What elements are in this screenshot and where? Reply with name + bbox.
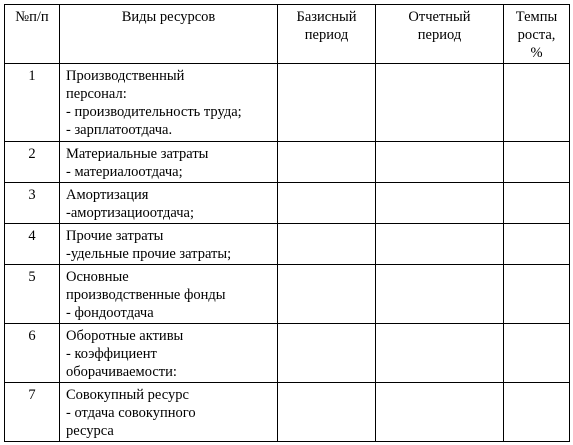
base-period-cell[interactable] [278, 383, 376, 442]
resource-text-line: -удельные прочие затраты; [66, 246, 232, 262]
report-period-cell[interactable] [376, 64, 504, 142]
growth-rate-cell[interactable] [504, 265, 570, 324]
table-header-row [5, 5, 570, 64]
resource-text-line: Амортизация [66, 187, 149, 203]
growth-rate-cell[interactable] [504, 383, 570, 442]
growth-rate-cell[interactable] [504, 183, 570, 224]
resource-text-line: -амортизациоотдача; [66, 205, 194, 221]
base-period-cell[interactable] [278, 324, 376, 383]
header-growth-rate: Темпы роста, % [504, 5, 570, 64]
row-number: 7 [5, 383, 60, 442]
resource-text-line: - зарплатоотдача. [66, 122, 173, 138]
resource-text-line: Производственный [66, 68, 185, 84]
report-period-cell[interactable] [376, 183, 504, 224]
report-period-cell[interactable] [376, 224, 504, 265]
resource-cell [60, 224, 278, 265]
base-period-cell[interactable] [278, 142, 376, 183]
table-row [5, 64, 570, 142]
resource-text-line: - фондоотдача [66, 305, 154, 321]
table-row [5, 142, 570, 183]
growth-rate-cell[interactable] [504, 142, 570, 183]
resource-text-line: Основные [66, 269, 129, 285]
resource-text-line: персонал: [66, 86, 127, 102]
row-number: 3 [5, 183, 60, 224]
report-period-cell[interactable] [376, 383, 504, 442]
resource-text-line: Материальные затраты [66, 146, 209, 162]
resource-cell [60, 64, 278, 142]
resource-text-line: - коэффициент [66, 346, 157, 362]
header-resource: Виды ресурсов [60, 5, 278, 64]
row-number: 1 [5, 64, 60, 142]
resource-text-line: - материалоотдача; [66, 164, 183, 180]
table-row [5, 324, 570, 383]
header-num: №п/п [5, 5, 60, 64]
resource-text-line: Оборотные активы [66, 328, 184, 344]
resource-text-line: - производительность труда; [66, 104, 242, 120]
report-period-cell[interactable] [376, 142, 504, 183]
base-period-cell[interactable] [278, 64, 376, 142]
resource-table-container [4, 4, 570, 442]
resource-table [4, 4, 570, 442]
growth-rate-cell[interactable] [504, 224, 570, 265]
header-report-period: Отчетный период [376, 5, 504, 64]
resource-text-line: ресурса [66, 423, 114, 439]
table-row [5, 383, 570, 442]
resource-text-line: оборачиваемости: [66, 364, 177, 380]
table-body [5, 64, 570, 442]
base-period-cell[interactable] [278, 183, 376, 224]
table-row [5, 224, 570, 265]
table-row [5, 183, 570, 224]
report-period-cell[interactable] [376, 265, 504, 324]
report-period-cell[interactable] [376, 324, 504, 383]
resource-text-line: Прочие затраты [66, 228, 164, 244]
resource-cell [60, 265, 278, 324]
growth-rate-cell[interactable] [504, 324, 570, 383]
base-period-cell[interactable] [278, 265, 376, 324]
row-number: 4 [5, 224, 60, 265]
resource-cell [60, 142, 278, 183]
base-period-cell[interactable] [278, 224, 376, 265]
resource-cell [60, 183, 278, 224]
row-number: 5 [5, 265, 60, 324]
row-number: 6 [5, 324, 60, 383]
row-number: 2 [5, 142, 60, 183]
resource-cell [60, 324, 278, 383]
resource-text-line: производственные фонды [66, 287, 226, 303]
growth-rate-cell[interactable] [504, 64, 570, 142]
resource-text-line: - отдача совокупного [66, 405, 196, 421]
table-row [5, 265, 570, 324]
resource-text-line: Совокупный ресурс [66, 387, 189, 403]
header-base-period: Базисный период [278, 5, 376, 64]
resource-cell [60, 383, 278, 442]
